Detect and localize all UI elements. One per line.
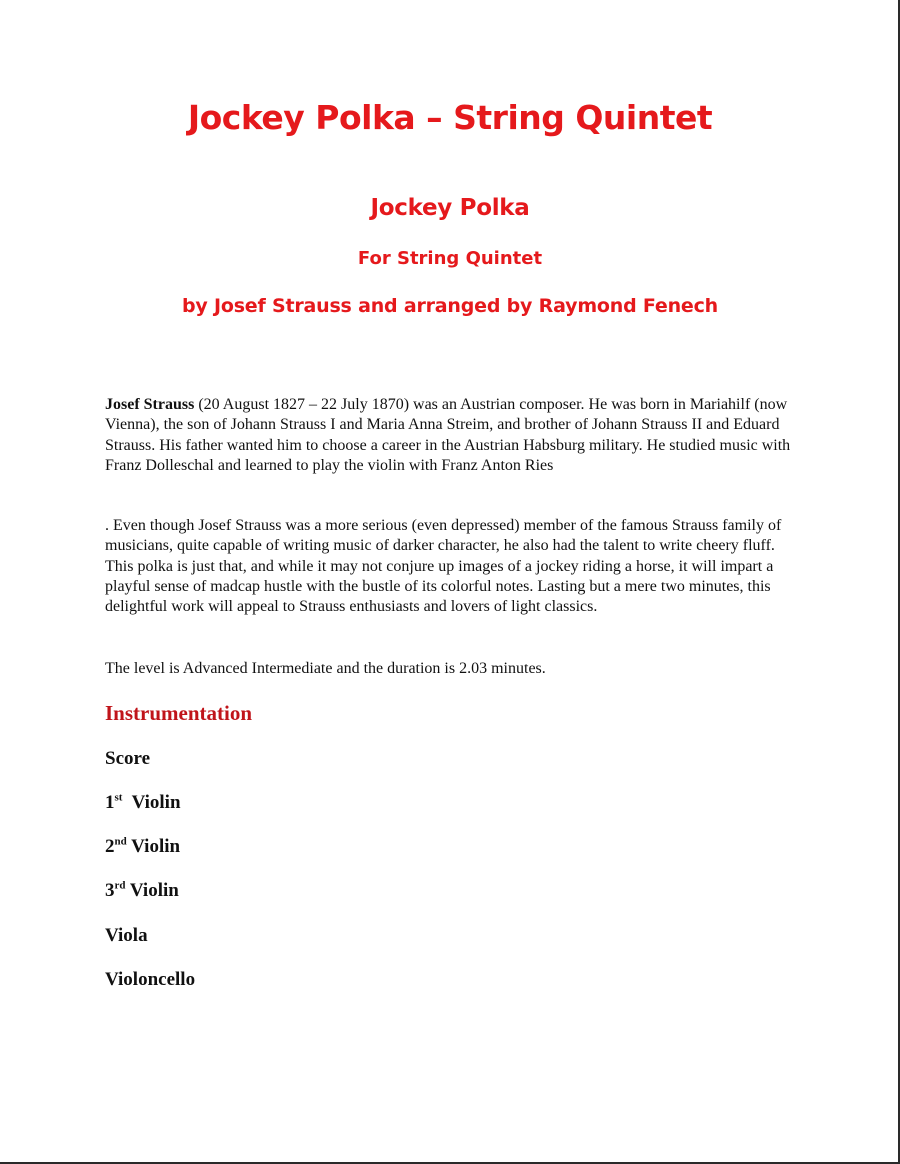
biography-text: (20 August 1827 – 22 July 1870) was an Austrian composer. He was born in Mariahilf (now Vienna), the son of Johann Strauss I and Maria Anna Streim, and brother of Johann Strauss II and Eduard Strauss. His father wanted him to choose a career in the Austrian Habsburg military. He studied music with Franz Dolleschal and learned to play the violin with Franz Anton Ries xyxy=(105,396,791,474)
violin-1-number: 1 xyxy=(105,792,115,813)
violin-2-name: Violin xyxy=(126,836,181,857)
violin-3-number: 3 xyxy=(105,880,115,901)
instrument-violoncello: Violoncello xyxy=(105,969,196,990)
violin-3-ordinal: rd xyxy=(114,879,126,892)
instrument-violin-2 xyxy=(105,836,180,858)
document-title: Jockey Polka – String Quintet xyxy=(187,98,713,137)
violin-1-ordinal: st xyxy=(114,791,123,804)
ensemble-line: For String Quintet xyxy=(357,248,543,269)
document-subtitle: Jockey Polka xyxy=(370,195,530,221)
violin-2-number: 2 xyxy=(105,836,115,857)
biography-paragraph xyxy=(105,395,805,476)
instrument-violin-3 xyxy=(105,880,179,902)
instrument-viola: Viola xyxy=(105,925,148,946)
violin-3-name: Violin xyxy=(125,880,179,901)
instrumentation-heading: Instrumentation xyxy=(105,701,253,725)
composer-name-bold: Josef Strauss xyxy=(105,396,195,413)
level-duration-paragraph: The level is Advanced Intermediate and the duration is 2.03 minutes. xyxy=(105,660,546,677)
composer-arranger-line: by Josef Strauss and arranged by Raymond Fenech xyxy=(181,295,719,317)
description-paragraph: . Even though Josef Strauss was a more serious (even depressed) member of the famous Strauss family of musicians, quite capable of writing music of darker character, he also had the talent to write cheery fluff. This polka is just that, and while it may not conjure up images of a jockey riding a horse, it will impart a playful sense of madcap hustle with the bustle of its colorful notes. Lasting but a mere two minutes, this delightful work will appeal to Strauss enthusiasts and lovers of light classics. xyxy=(105,517,782,616)
violin-2-ordinal: nd xyxy=(114,835,127,848)
instrument-violin-1 xyxy=(105,792,181,814)
violin-1-name: Violin xyxy=(122,792,181,813)
instrument-score: Score xyxy=(105,748,151,769)
